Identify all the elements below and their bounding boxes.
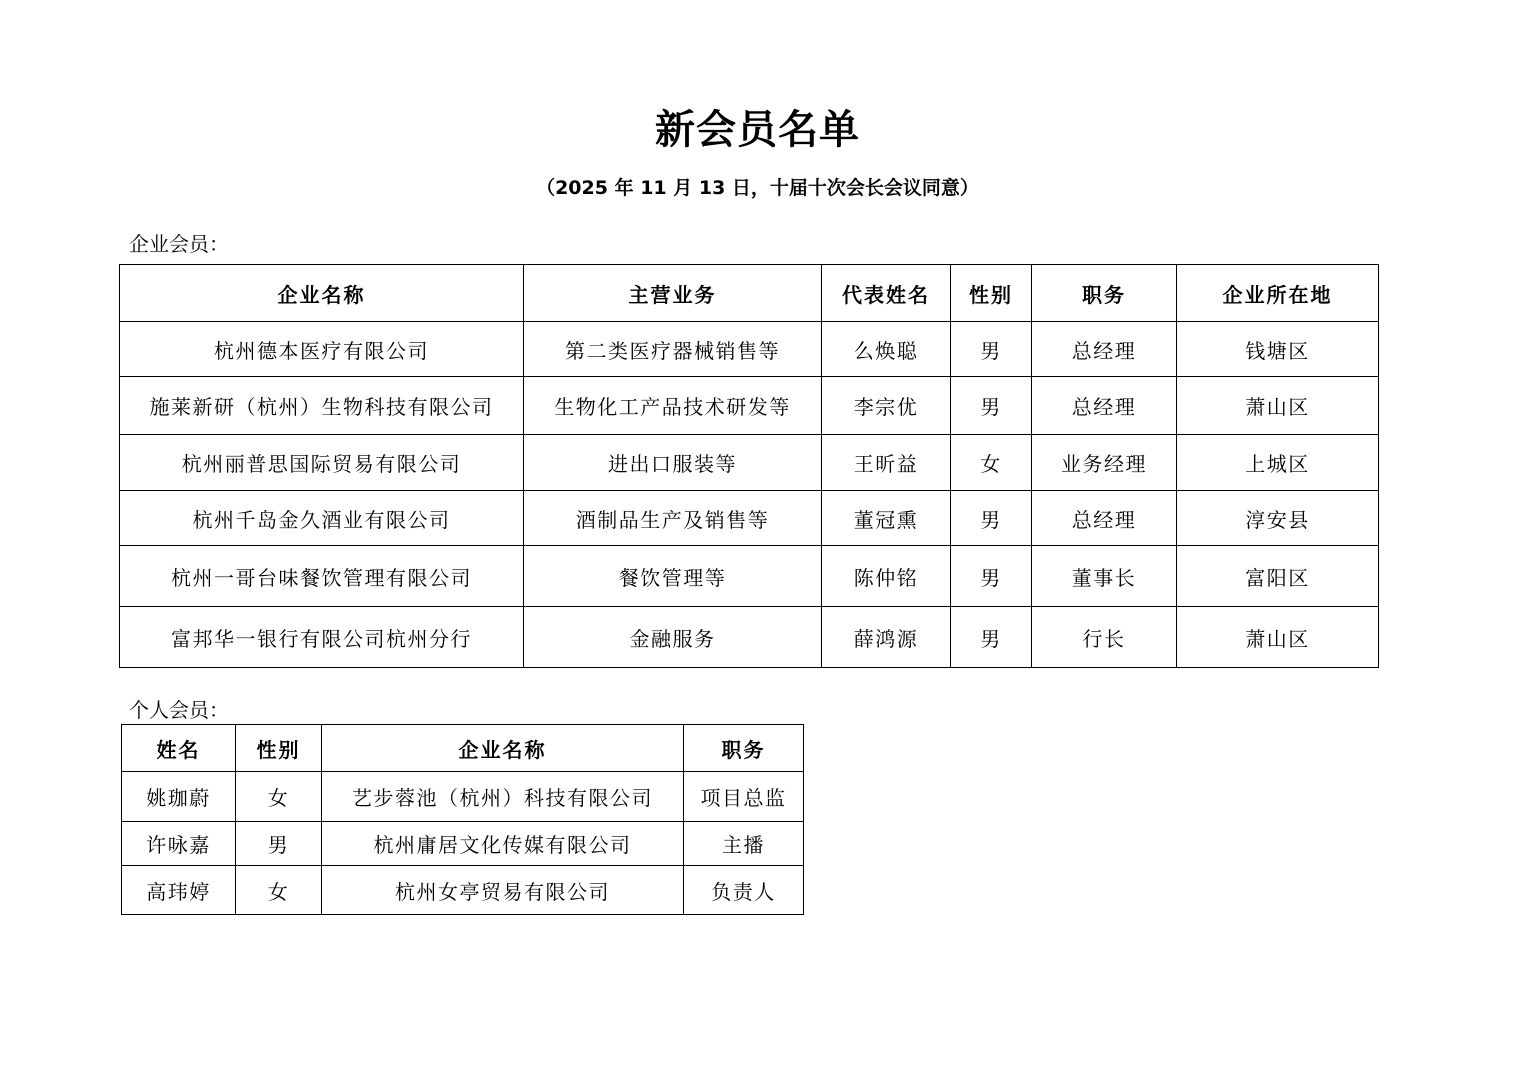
member-name-cell: 高玮婷 — [122, 866, 236, 915]
page-subtitle: （2025 年 11 月 13 日，十届十次会长会议同意） — [536, 177, 979, 199]
position-cell: 负责人 — [684, 866, 804, 915]
individual-section-label: 个人会员： — [129, 698, 229, 722]
table-row — [120, 377, 1379, 435]
representative-cell: 董冠熏 — [822, 491, 951, 546]
position-cell: 业务经理 — [1032, 435, 1177, 491]
company-name-cell: 杭州一哥台味餐饮管理有限公司 — [120, 546, 524, 607]
business-cell: 酒制品生产及销售等 — [524, 491, 822, 546]
company-name-cell: 杭州女亭贸易有限公司 — [322, 866, 684, 915]
column-header: 姓名 — [122, 725, 236, 772]
table-header-row — [120, 265, 1379, 322]
business-cell: 餐饮管理等 — [524, 546, 822, 607]
table-row — [122, 772, 804, 822]
table-row — [120, 491, 1379, 546]
member-name-cell: 许咏嘉 — [122, 822, 236, 866]
representative-cell: 王昕益 — [822, 435, 951, 491]
position-cell: 董事长 — [1032, 546, 1177, 607]
gender-cell: 男 — [951, 607, 1032, 668]
column-header: 性别 — [236, 725, 322, 772]
column-header: 代表姓名 — [822, 265, 951, 322]
column-header: 职务 — [1032, 265, 1177, 322]
gender-cell: 女 — [236, 866, 322, 915]
company-name-cell: 杭州千岛金久酒业有限公司 — [120, 491, 524, 546]
column-header: 职务 — [684, 725, 804, 772]
member-name-cell: 姚珈蔚 — [122, 772, 236, 822]
position-cell: 总经理 — [1032, 377, 1177, 435]
location-cell: 上城区 — [1177, 435, 1379, 491]
business-cell: 生物化工产品技术研发等 — [524, 377, 822, 435]
table-row — [122, 822, 804, 866]
company-name-cell: 施莱新研（杭州）生物科技有限公司 — [120, 377, 524, 435]
gender-cell: 男 — [951, 322, 1032, 377]
location-cell: 萧山区 — [1177, 377, 1379, 435]
gender-cell: 女 — [236, 772, 322, 822]
company-name-cell: 杭州庸居文化传媒有限公司 — [322, 822, 684, 866]
position-cell: 总经理 — [1032, 322, 1177, 377]
gender-cell: 男 — [951, 491, 1032, 546]
representative-cell: 李宗优 — [822, 377, 951, 435]
representative-cell: 么焕聪 — [822, 322, 951, 377]
representative-cell: 陈仲铭 — [822, 546, 951, 607]
company-name-cell: 富邦华一银行有限公司杭州分行 — [120, 607, 524, 668]
company-name-cell: 杭州德本医疗有限公司 — [120, 322, 524, 377]
location-cell: 淳安县 — [1177, 491, 1379, 546]
location-cell: 富阳区 — [1177, 546, 1379, 607]
page-title: 新会员名单 — [655, 107, 860, 153]
gender-cell: 男 — [951, 377, 1032, 435]
representative-cell: 薛鸿源 — [822, 607, 951, 668]
column-header: 主营业务 — [524, 265, 822, 322]
table-row — [120, 322, 1379, 377]
column-header: 企业所在地 — [1177, 265, 1379, 322]
location-cell: 萧山区 — [1177, 607, 1379, 668]
table-row — [120, 546, 1379, 607]
position-cell: 主播 — [684, 822, 804, 866]
company-name-cell: 艺步蓉池（杭州）科技有限公司 — [322, 772, 684, 822]
table-header-row — [122, 725, 804, 772]
position-cell: 行长 — [1032, 607, 1177, 668]
gender-cell: 女 — [951, 435, 1032, 491]
column-header: 性别 — [951, 265, 1032, 322]
column-header: 企业名称 — [322, 725, 684, 772]
position-cell: 总经理 — [1032, 491, 1177, 546]
company-name-cell: 杭州丽普思国际贸易有限公司 — [120, 435, 524, 491]
business-cell: 第二类医疗器械销售等 — [524, 322, 822, 377]
gender-cell: 男 — [236, 822, 322, 866]
table-row — [120, 435, 1379, 491]
individual-members-table — [121, 724, 804, 915]
business-cell: 金融服务 — [524, 607, 822, 668]
location-cell: 钱塘区 — [1177, 322, 1379, 377]
position-cell: 项目总监 — [684, 772, 804, 822]
enterprise-section-label: 企业会员： — [129, 232, 229, 256]
gender-cell: 男 — [951, 546, 1032, 607]
business-cell: 进出口服装等 — [524, 435, 822, 491]
table-row — [122, 866, 804, 915]
column-header: 企业名称 — [120, 265, 524, 322]
enterprise-members-table — [119, 264, 1379, 668]
table-row — [120, 607, 1379, 668]
